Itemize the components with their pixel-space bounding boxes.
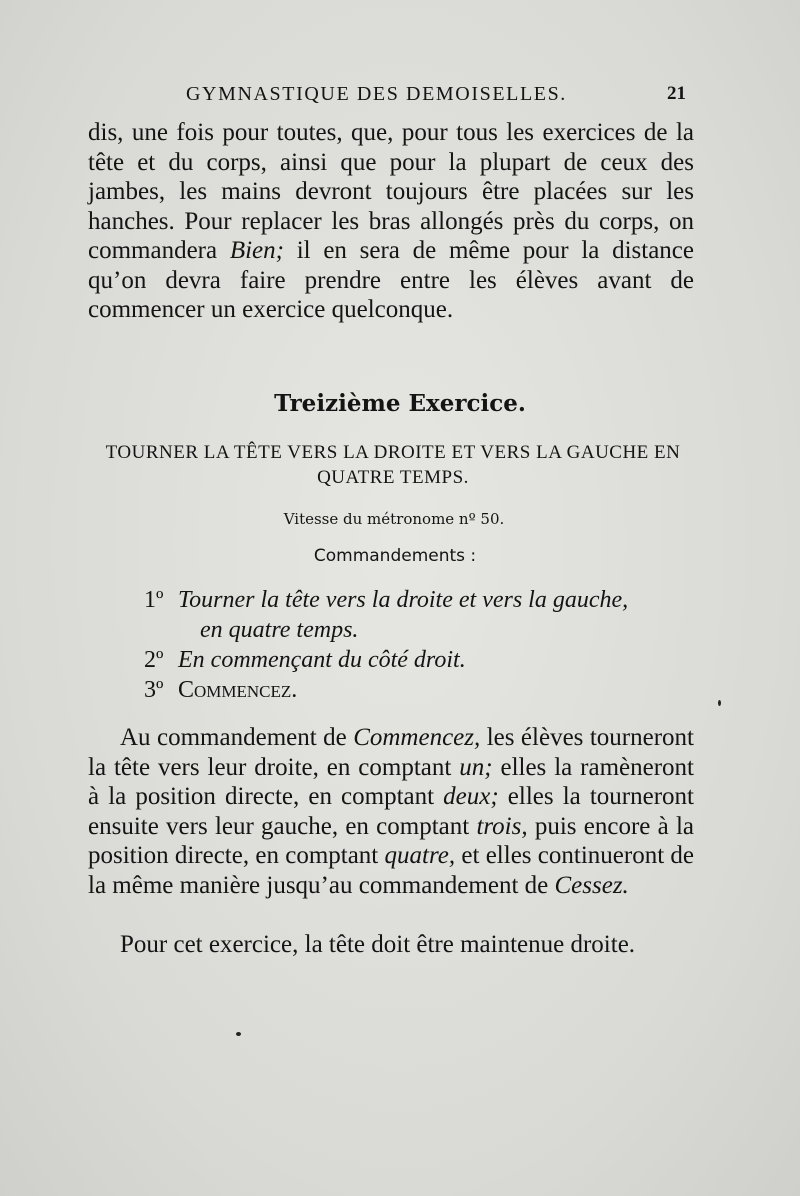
command-number: 1º	[144, 587, 164, 613]
emphasis-run: Cessez.	[554, 871, 629, 899]
text-run: puis encore à la position directe, en comptant	[88, 812, 694, 869]
text-run: Au commandement de	[120, 724, 354, 751]
command-item-3	[144, 675, 704, 705]
command-item-2	[144, 645, 704, 675]
command-text: Commencez.	[178, 677, 298, 703]
emphasis-run: trois,	[476, 812, 528, 840]
intro-text: dis, une fois pour toutes, que, pour tous les exercices de la tête et du corps, ainsi que pour la plupart de ceux des jambes, les mains devront toujours être placées sur les hanches. Pour replacer les bras allongés près du corps, on commandera	[88, 119, 694, 264]
emphasis-run: Commencez,	[353, 724, 481, 751]
page-header	[90, 83, 690, 111]
intro-emphasis: Bien;	[229, 237, 284, 264]
metronome-tempo: Vitesse du métronome nº 50.	[283, 510, 505, 528]
ink-speck	[236, 1032, 241, 1036]
commands-heading: Commandements :	[313, 546, 477, 566]
command-item-1	[144, 585, 704, 645]
emphasis-run: deux;	[443, 783, 499, 810]
command-text: En commençant du côté droit.	[178, 647, 466, 673]
command-continuation: en quatre temps.	[200, 617, 359, 643]
command-text: Tourner la tête vers la droite et vers la gauche,	[178, 587, 629, 613]
intro-paragraph	[88, 118, 694, 325]
exercise-title: Treizième Exercice.	[274, 390, 526, 417]
page-number: 21	[667, 83, 686, 104]
emphasis-run: quatre,	[384, 842, 456, 869]
running-title: GYMNASTIQUE DES DEMOISELLES.	[186, 83, 567, 105]
text-run: elles la tourneront ensuite vers leur gauche, en comptant	[88, 783, 694, 840]
ink-speck	[718, 700, 721, 706]
text-run: les élèves tourneront la tête vers leur droite, en comptant	[88, 724, 694, 781]
emphasis-run: un;	[459, 753, 493, 781]
command-number: 3º	[144, 677, 164, 703]
text-run: et elles continueront de la même manière jusqu’au commandement de	[88, 842, 695, 899]
closing-paragraph: Pour cet exercice, la tête doit être maintenue droite.	[120, 931, 636, 958]
exercise-subtitle: TOURNER LA TÊTE VERS LA DROITE ET VERS LA GAUCHE EN QUATRE TEMPS.	[105, 442, 681, 488]
text-run: elles la ramèneront à la position directe, en comptant	[88, 753, 694, 810]
intro-text-tail: il en sera de même pour la distance qu’on devra faire prendre entre les élèves avant de commencer un exercice quelconque.	[88, 237, 694, 323]
explanation-paragraph	[88, 723, 694, 900]
commands-list	[144, 585, 704, 705]
command-number: 2º	[144, 647, 164, 673]
